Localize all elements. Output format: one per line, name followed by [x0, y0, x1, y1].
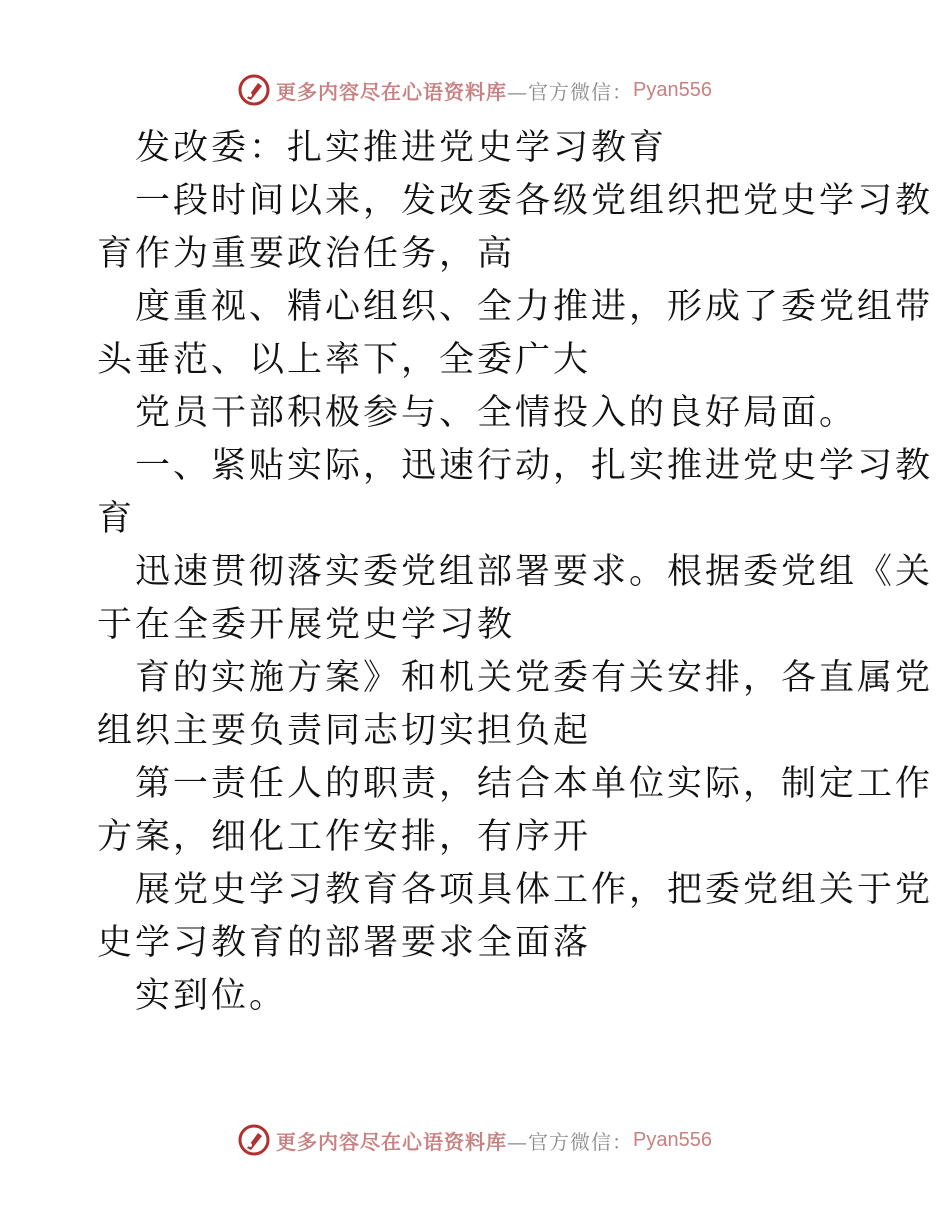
footer-wechat-id: Pyan556 — [633, 1128, 712, 1151]
header-wechat-id: Pyan556 — [633, 78, 712, 101]
text-line: 育作为重要政治任务，高 — [97, 234, 516, 274]
text-line: 一段时间以来，发改委各级党组织把党史学习教 — [135, 181, 934, 221]
text-line: 组织主要负责同志切实担负起 — [97, 711, 592, 751]
text-line: 方案，细化工作安排，有序开 — [97, 817, 592, 857]
document-body — [97, 122, 934, 1023]
header-watermark — [0, 70, 950, 110]
section-heading: 一、紧贴实际，迅速行动，扎实推进党史学习教 — [135, 446, 934, 486]
text-line: 度重视、精心组织、全力推进，形成了委党组带 — [135, 287, 934, 327]
text-line: 实到位。 — [135, 976, 288, 1016]
text-line: 党员干部积极参与、全情投入的良好局面。 — [135, 393, 858, 433]
text-line: 于在全委开展党史学习教 — [97, 605, 516, 645]
pen-nib-icon — [238, 1124, 270, 1156]
document-title: 发改委：扎实推进党史学习教育 — [135, 128, 668, 168]
text-line: 头垂范、以上率下，全委广大 — [97, 340, 592, 380]
text-line: 第一责任人的职责，结合本单位实际，制定工作 — [135, 764, 934, 804]
pen-nib-icon — [238, 74, 270, 106]
text-line: 展党史学习教育各项具体工作，把委党组关于党 — [135, 870, 934, 910]
section-heading-continued: 育 — [97, 499, 136, 539]
text-line: 育的实施方案》和机关党委有关安排，各直属党 — [135, 658, 934, 698]
text-line: 迅速贯彻落实委党组部署要求。根据委党组《关 — [135, 552, 934, 592]
footer-watermark — [0, 1120, 950, 1160]
footer-brand: 更多内容尽在心语资料库 — [276, 1129, 508, 1154]
text-line: 史学习教育的部署要求全面落 — [97, 923, 592, 963]
header-brand: 更多内容尽在心语资料库 — [276, 79, 508, 104]
footer-separator: —官方微信： — [507, 1129, 634, 1154]
header-separator: —官方微信： — [507, 79, 634, 104]
